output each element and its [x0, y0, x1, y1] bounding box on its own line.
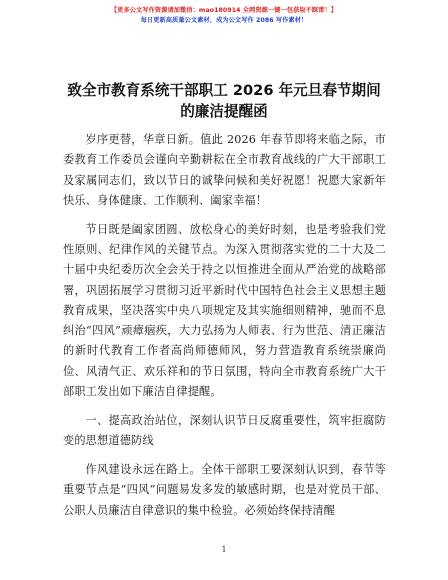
promo-banner-line1: 【更多公文写作资源请加微信：mao180914 全网资源一键一包获取不踩雷！】 — [110, 7, 338, 14]
promo-banner — [0, 6, 448, 26]
page-number: 1 — [221, 545, 227, 554]
document-title — [40, 80, 408, 122]
document-title-line1: 致全市教育系统干部职工 2026 年元旦春节期间 — [67, 82, 381, 99]
document-title-line2: 的廉洁提醒函 — [180, 103, 268, 120]
paragraph-purpose: 节日既是阖家团圆、放松身心的美好时刻，也是考验我们党性原则、纪律作风的关键节点。为深入贯彻落实党的二十大及二十届中央纪委历次全会关于持之以恒推进全面从严治党的战略部署，巩固拓展学习贯彻习近平新时代中国特色社会主义思想主题教育成果，坚决落实中央八项规定及其实施细则精神，驰而不息纠治“四风”顽瘴痼疾，大力弘扬为人师表、行为世范、清正廉洁的新时代教育工作者高尚师德师风，努力营造教育系统崇廉尚俭、风清气正、欢乐祥和的节日氛围，特向全市教育系统广大干部职工发出如下廉洁自律提醒。 — [63, 222, 386, 399]
section-heading-1: 一、提高政治站位，深刻认识节日反腐重要性，筑牢拒腐防变的思想道德防线 — [63, 413, 386, 448]
paragraph-greeting: 岁序更替，华章日新。值此 2026 年春节即将来临之际，市委教育工作委员会谨向辛勤耕耘在全市教育战线的广大干部职工及家属同志们，致以节日的诚挚问候和美好祝愿！祝愿大家新年快乐、身体健康、工作顺利、阖家幸福！ — [63, 133, 386, 207]
paragraph-section-1: 作风建设永远在路上。全体干部职工要深刻认识到，春节等重要节点是“四风”问题易发多发的敏感时期，也是对党员干部、公职人员廉洁自律意识的集中检验。必须始终保持清醒 — [63, 462, 386, 517]
promo-banner-line2: 每日更新高质量公文素材，成为公文写作 2086 写作素材！ — [140, 17, 308, 24]
document-body — [63, 130, 386, 529]
